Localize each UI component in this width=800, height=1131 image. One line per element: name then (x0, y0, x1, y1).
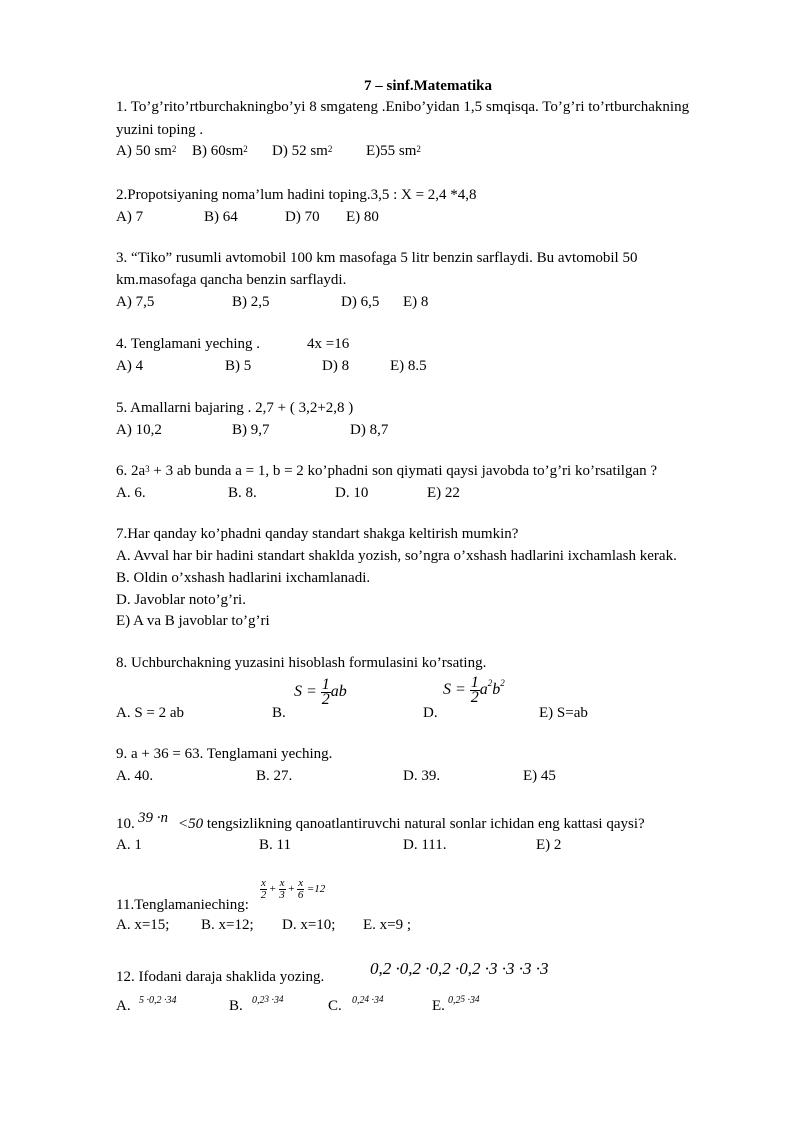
q12-option-c-expression: $0,2^4 \cdot 3^4$ (352, 994, 384, 1006)
q2-option-a: A) 7 (116, 209, 144, 225)
q3-option-d: D) 6,5 (341, 294, 380, 310)
q11-option-e: E. x=9 ; (363, 917, 412, 933)
q12-option-c-label: C. (328, 998, 342, 1014)
q10-number: 10. (116, 816, 135, 832)
q3-text-line1: 3. “Tiko” rusumli avtomobil 100 km masofaga 5 litr benzin sarflaydi. Bu avtomobil 50 (116, 250, 638, 266)
q2-option-e: E) 80 (346, 209, 379, 225)
q11-option-b: B. x=12; (201, 917, 254, 933)
q9-text: 9. a + 36 = 63. Tenglamani yeching. (116, 746, 333, 762)
q8-option-d-label: D. (423, 705, 438, 721)
q6-text: 6. $2a^3 + 3$ ab bunda a = 1, b = 2 ko’phadni son qiymati qaysi javobda to’g’ri ko’rsatilgan ? (116, 463, 658, 479)
q4-option-e: E) 8.5 (390, 358, 427, 374)
q8-formula-d: S = $\frac{1}{2}$ $a^2b^2$ (443, 674, 505, 706)
q12-option-a-expression: 5 ·0,2 ·34 (139, 995, 177, 1006)
q6-option-a: A. 6. (116, 485, 146, 501)
q8-text: 8. Uchburchakning yuzasini hisoblash formulasini ko’rsating. (116, 655, 487, 671)
q7-option-d: D. Javoblar noto’g’ri. (116, 592, 246, 608)
q5-text: 5. Amallarni bajaring . 2,7 + ( 3,2+2,8 ) (116, 400, 354, 416)
q1-option-e: E)55 $sm^2$ (366, 143, 421, 159)
q1-text-line2: yuzini toping . (116, 122, 204, 138)
q5-option-d: D) 8,7 (350, 422, 389, 438)
q4-option-a: A) 4 (116, 358, 144, 374)
q7-option-e: E) A va B javoblar to’g’ri (116, 613, 270, 629)
q8-formula-b: S = $\frac{1}{2}$ ab (294, 676, 347, 708)
q10-text: <50 tengsizlikning qanoatlantiruvchi natural sonlar ichidan eng kattasi qaysi? (178, 816, 645, 832)
q12-option-e-label: E. (432, 998, 445, 1014)
q10-expression: 39 ·n (138, 810, 168, 826)
q1-option-b: B) $60sm^2$ (192, 143, 248, 159)
q5-option-a: A) 10,2 (116, 422, 162, 438)
q11-equation: $\frac{x}{2}$ + $\frac{x}{3}$ + $\frac{x}{6}$ =12 (260, 877, 326, 901)
q2-option-b: B) 64 (204, 209, 238, 225)
q9-option-b: B. 27. (256, 768, 293, 784)
q11-text: 11.Tenglamanieching: (116, 897, 249, 913)
q6-option-b: B. 8. (228, 485, 257, 501)
q12-option-b-expression: $0,2^3 \cdot 3^4$ (252, 994, 284, 1006)
q8-option-e: E) S=ab (539, 705, 588, 721)
q2-text: 2.Propotsiyaning noma’lum hadini toping.3,5 : X = 2,4 *4,8 (116, 187, 477, 203)
q7-option-a: A. Avval har bir hadini standart shaklda yozish, so’ngra o’xshash hadlarini ixchamlash kerak. (116, 548, 677, 564)
q10-option-e: E) 2 (536, 837, 562, 853)
q3-option-b: B) 2,5 (232, 294, 270, 310)
q10-option-a: A. 1 (116, 837, 142, 853)
q4-option-b: B) 5 (225, 358, 252, 374)
q12-expression: 0,2 ·0,2 ·0,2 ·0,2 ·3 ·3 ·3 ·3 (370, 959, 549, 978)
q12-option-e-expression: $0,2^5 \cdot 3^4$ (448, 994, 480, 1006)
q12-option-b-label: B. (229, 998, 243, 1014)
q4-text: 4. Tenglamani yeching . (116, 336, 261, 352)
q11-option-d: D. x=10; (282, 917, 336, 933)
q3-text-line2: km.masofaga qancha benzin sarflaydi. (116, 272, 347, 288)
q1-option-d: D) 52 $sm^2$ (272, 143, 333, 159)
page-title: 7 – sinf.Matematika (364, 78, 492, 94)
q2-option-d: D) 70 (285, 209, 320, 225)
q5-option-b: B) 9,7 (232, 422, 270, 438)
q1-text-line1: 1. To’g’rito’rtburchakningbo’yi 8 smgateng .Enibo’yidan 1,5 smqisqa. To’g’ri to’rtburchakning (116, 99, 690, 115)
q8-option-b-label: B. (272, 705, 286, 721)
q9-option-a: A. 40. (116, 768, 154, 784)
q10-option-d: D. 111. (403, 837, 447, 853)
q8-option-a: A. S = 2 ab (116, 705, 185, 721)
q9-option-d: D. 39. (403, 768, 441, 784)
q4-equation: 4x =16 (307, 336, 350, 352)
q1-option-a: A) 50 $sm^2$ (116, 143, 177, 159)
q3-option-a: A) 7,5 (116, 294, 155, 310)
q6-option-d: D. 10 (335, 485, 369, 501)
q10-option-b: B. 11 (259, 837, 291, 853)
q12-text: 12. Ifodani daraja shaklida yozing. (116, 969, 325, 985)
q4-option-d: D) 8 (322, 358, 350, 374)
q7-text: 7.Har qanday ko’phadni qanday standart shakga keltirish mumkin? (116, 526, 519, 542)
q9-option-e: E) 45 (523, 768, 556, 784)
q6-option-e: E) 22 (427, 485, 460, 501)
q11-option-a: A. x=15; (116, 917, 170, 933)
q7-option-b: B. Oldin o’xshash hadlarini ixchamlanadi. (116, 570, 371, 586)
q3-option-e: E) 8 (403, 294, 429, 310)
q12-option-a-label: A. (116, 998, 131, 1014)
